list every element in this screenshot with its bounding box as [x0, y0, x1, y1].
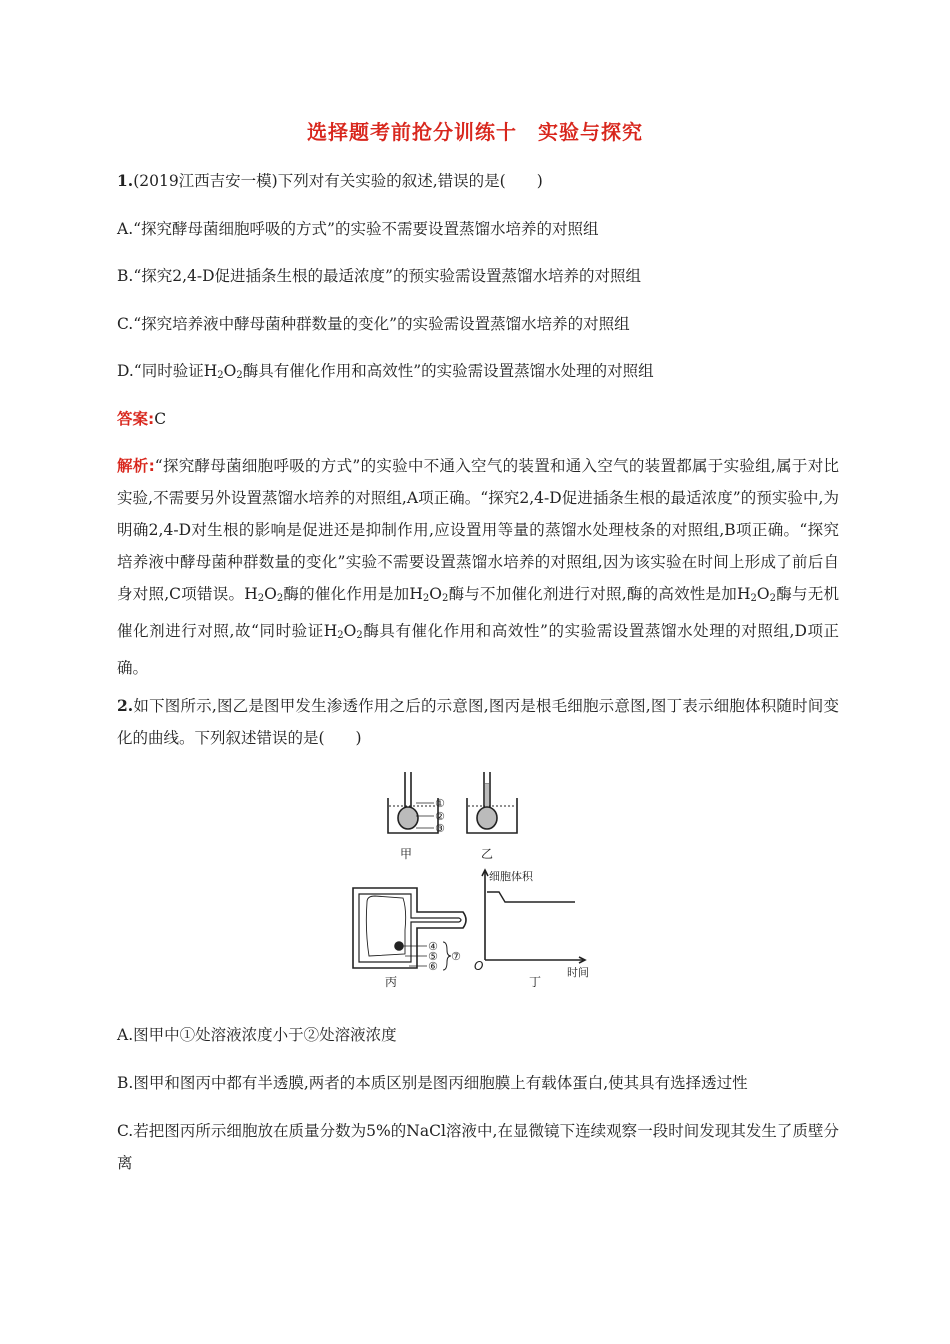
q2-figure [345, 770, 645, 990]
analysis-label: 解析: [117, 457, 155, 475]
marker-5: ⑤ [428, 950, 438, 963]
answer-value: C [154, 410, 167, 428]
q1-stem-text: (2019江西吉安一模)下列对有关实验的叙述,错误的是( ) [133, 172, 543, 190]
osmometer-bulb-jia [398, 807, 418, 829]
graph-x-label: 时间 [567, 966, 589, 979]
answer-label: 答案: [117, 410, 155, 428]
osmometer-bulb-yi [477, 807, 497, 829]
page-title: 选择题考前抢分训练十 实验与探究 [307, 120, 643, 144]
label-bing: 丙 [385, 975, 398, 989]
q2-option-c: C.若把图丙所示细胞放在质量分数为5%的NaCl溶液中,在显微镜下连续观察一段时间发现其发生了质壁分离 [117, 1122, 839, 1172]
q2-number: 2. [117, 696, 134, 715]
marker-4: ④ [428, 940, 438, 953]
q1-analysis: 解析:“探究酵母菌细胞呼吸的方式”的实验中不通入空气的装置和通入空气的装置都属于实验组,属于对比实验,不需要另外设置蒸馏水培养的对照组,A项正确。“探究2,4-D促进插条生根的最适浓度”的预实验中,为明确2,4-D对生根的影响是促进还是抑制作用,应设置用等量的蒸馏水处理枝条的对照组,B项正确。“探究培养液中酵母菌种群数量的变化”实验不需要设置蒸馏水培养的对照组,因为该实验在时间上形成了前后自身对照,C项错误。$H_2O_2$酶的催化作用是加$H_2O_2$酶与不加催化剂进行对照,酶的高效性是加$H_2O_2$酶与无机催化剂进行对照,故“同时验证$H_2O_2$酶具有催化作用和高效性”的实验需设置蒸馏水处理的对照组,D项正确。 [117, 457, 840, 677]
q2-option-a: A.图甲中①处溶液浓度小于②处溶液浓度 [117, 1026, 397, 1044]
marker-3: ③ [435, 822, 445, 835]
marker-6: ⑥ [428, 960, 438, 973]
marker-1: ① [435, 797, 445, 810]
q1-option-c: C.“探究培养液中酵母菌种群数量的变化”的实验需设置蒸馏水培养的对照组 [117, 315, 630, 333]
q2-stem [117, 690, 839, 754]
graph-y-label: 细胞体积 [489, 870, 533, 883]
marker-7: ⑦ [451, 950, 461, 963]
q1-answer [117, 409, 837, 429]
q2-option-b: B.图甲和图丙中都有半透膜,两者的本质区别是图丙细胞膜上有载体蛋白,使其具有选择透过性 [117, 1074, 748, 1092]
q1-option-b: B.“探究2,4-D促进插条生根的最适浓度”的预实验需设置蒸馏水培养的对照组 [117, 267, 641, 285]
label-yi: 乙 [481, 847, 494, 861]
nucleus [395, 942, 403, 950]
q1-stem [117, 171, 837, 191]
graph-origin: O [474, 959, 484, 973]
q1-option-a: A.“探究酵母菌细胞呼吸的方式”的实验不需要设置蒸馏水培养的对照组 [117, 220, 599, 238]
label-jia: 甲 [400, 847, 413, 861]
q1-option-d: D.“同时验证H2O2酶具有催化作用和高效性”的实验需设置蒸馏水处理的对照组 [117, 362, 654, 381]
label-ding: 丁 [529, 975, 542, 989]
q2-stem-text: 如下图所示,图乙是图甲发生渗透作用之后的示意图,图丙是根毛细胞示意图,图丁表示细胞体积随时间变化的曲线。下列叙述错误的是( ) [117, 697, 839, 747]
cell-volume-curve [487, 892, 575, 902]
marker-2: ② [435, 810, 445, 823]
q1-number: 1. [117, 171, 134, 190]
